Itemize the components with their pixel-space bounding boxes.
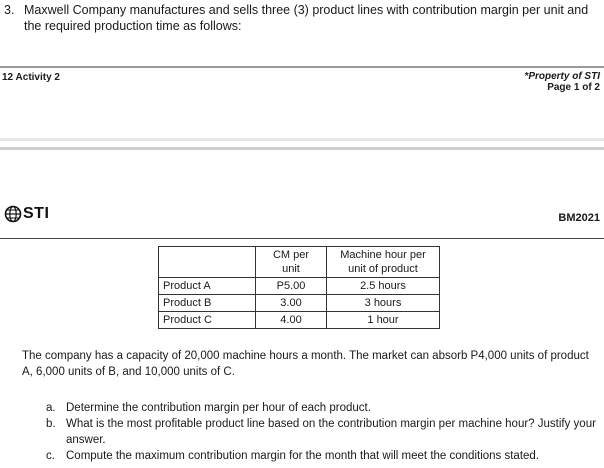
table-row: [159, 278, 440, 295]
footer-handout-label: 12 Activity 2: [2, 72, 60, 83]
cm-value: 3.00: [256, 295, 327, 312]
course-code: BM2021: [558, 212, 600, 224]
header-cell-cm: [256, 247, 327, 278]
product-table: [158, 246, 440, 329]
header-hours-line2: unit of product: [348, 263, 418, 275]
table-row: [159, 295, 440, 312]
cm-value: 4.00: [256, 312, 327, 329]
product-name: Product B: [159, 295, 256, 312]
question-text: Maxwell Company manufactures and sells three (3) product lines with contribution margin per unit and the required production time as follows:: [24, 3, 589, 33]
hours-value: 1 hour: [327, 312, 440, 329]
footer-rule: [0, 66, 604, 68]
question-number: 3.: [4, 3, 15, 17]
list-marker: b.: [46, 418, 56, 430]
table-row: [159, 312, 440, 329]
task-list: [46, 400, 602, 464]
header-hours-line1: Machine hour per: [340, 249, 426, 261]
list-marker: a.: [46, 402, 56, 414]
globe-icon: [4, 205, 22, 223]
product-name: Product C: [159, 312, 256, 329]
list-item: [46, 416, 602, 448]
page-break: [0, 138, 604, 154]
page-number: Page 1 of 2: [547, 82, 600, 93]
list-text: Compute the maximum contribution margin for the month that will meet the conditions stated.: [66, 450, 540, 462]
list-text: Determine the contribution margin per hour of each product.: [66, 402, 371, 414]
cm-value: P5.00: [256, 278, 327, 295]
header-cell-hours: [327, 247, 440, 278]
product-name: Product A: [159, 278, 256, 295]
hours-value: 3 hours: [327, 295, 440, 312]
list-item: [46, 448, 602, 464]
capacity-paragraph: The company has a capacity of 20,000 machine hours a month. The market can absorb P4,000 units of product A, 6,000 units of B, and 10,000 units of C.: [22, 350, 589, 378]
sti-logo: [4, 205, 49, 223]
list-item: [46, 400, 602, 416]
footer-property: [524, 71, 600, 93]
logo-text: STI: [23, 205, 50, 222]
header-rule: [0, 238, 604, 239]
list-marker: c.: [46, 450, 55, 462]
header-cell-empty: [159, 247, 256, 278]
hours-value: 2.5 hours: [327, 278, 440, 295]
property-label: *Property of STI: [524, 71, 600, 82]
table-header-row: [159, 247, 440, 278]
header-cm-line2: unit: [282, 263, 300, 275]
list-text: What is the most profitable product line based on the contribution margin per machine hour? Justify your answer.: [66, 418, 596, 446]
header-cm-line1: CM per: [272, 249, 310, 261]
